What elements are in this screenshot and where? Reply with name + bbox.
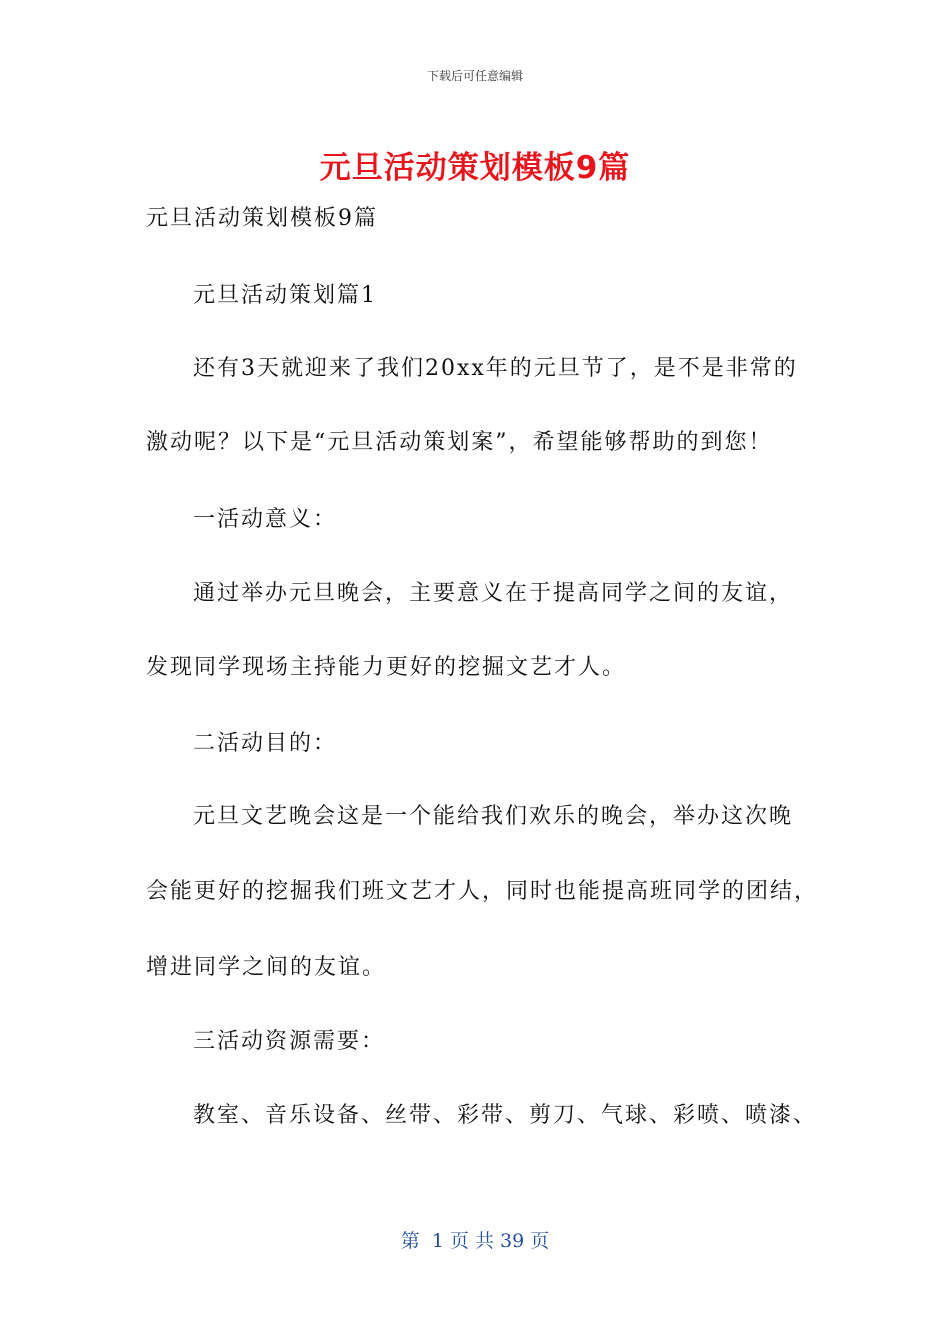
paragraph-line: 激动呢？以下是“元旦活动策划案”，希望能够帮助的到您！ — [146, 430, 773, 455]
section-heading: 二活动目的： — [193, 731, 338, 756]
paragraph-line: 会能更好的挖掘我们班文艺才人，同时也能提高班同学的团结， — [146, 879, 819, 904]
section-heading: 元旦活动策划篇1 — [193, 283, 377, 308]
paragraph-line: 通过举办元旦晚会，主要意义在于提高同学之间的友谊， — [193, 581, 794, 606]
section-heading: 三活动资源需要： — [193, 1029, 386, 1054]
paragraph-line: 元旦文艺晚会这是一个能给我们欢乐的晚会，举办这次晚 — [193, 804, 794, 829]
section-heading: 一活动意义： — [193, 507, 338, 532]
subtitle-line: 元旦活动策划模板9篇 — [146, 206, 378, 231]
paragraph-line: 发现同学现场主持能力更好的挖掘文艺才人。 — [146, 655, 627, 680]
header-note: 下载后可任意编辑 — [426, 69, 523, 83]
paragraph-line: 增进同学之间的友谊。 — [146, 955, 387, 980]
document-title: 元旦活动策划模板9篇 — [319, 150, 631, 186]
paragraph-line: 还有3天就迎来了我们20xx年的元旦节了，是不是非常的 — [193, 356, 798, 381]
paragraph-line: 教室、音乐设备、丝带、彩带、剪刀、气球、彩喷、喷漆、 — [193, 1103, 818, 1128]
page-number-footer: 第 1 页 共 39 页 — [400, 1230, 550, 1252]
